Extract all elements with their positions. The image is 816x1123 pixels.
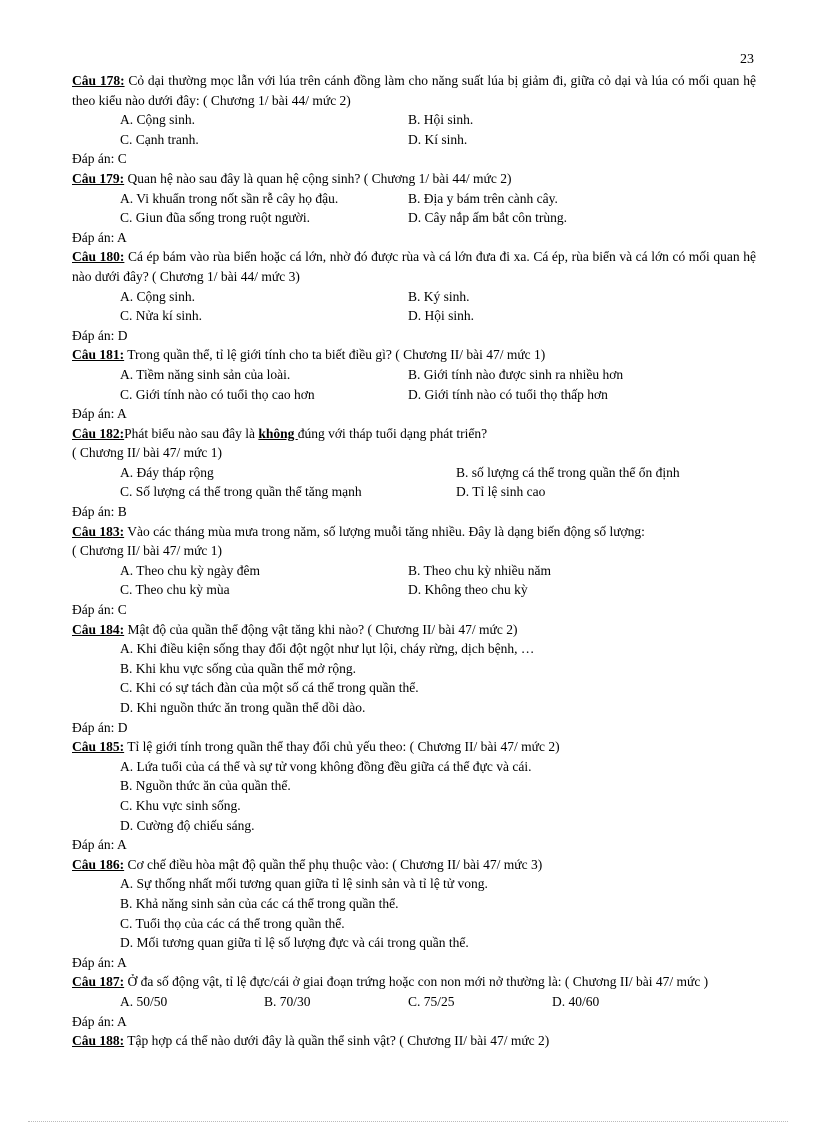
question-label: Câu 180: (72, 249, 125, 265)
question-list (72, 71, 756, 1051)
option-b: B. Khả năng sinh sản của các cá thể trong quần thể. (120, 895, 399, 911)
question-label: Câu 185: (72, 739, 125, 755)
question-181 (72, 345, 756, 365)
option-a: A. Cộng sinh. (120, 288, 196, 304)
answer-line (72, 953, 756, 973)
answer-value: A (117, 229, 127, 245)
option-d: D. Cây nắp ấm bắt côn trùng. (408, 210, 567, 226)
option-c: C. Giun đũa sống trong ruột người. (120, 210, 310, 226)
option-c: C. Giới tính nào có tuổi thọ cao hơn (120, 386, 315, 402)
option-d: D. Giới tính nào có tuổi thọ thấp hơn (408, 386, 608, 402)
option-c: C. Theo chu kỳ mùa (120, 582, 230, 598)
emphasis-text: không (258, 425, 298, 441)
question-label: Câu 179: (72, 170, 125, 186)
answer-value: A (117, 406, 127, 422)
answer-line (72, 835, 756, 855)
answer-value: C (117, 602, 127, 618)
answer-prefix: Đáp án: (72, 504, 118, 520)
option-a: A. Sự thống nhất mối tương quan giữa tỉ lệ sinh sản và tỉ lệ tử vong. (120, 876, 488, 892)
question-text: Mật độ của quần thể động vật tăng khi nào? ( Chương II/ bài 47/ mức 2) (124, 621, 518, 637)
question-182 (72, 424, 756, 444)
question-178 (72, 71, 756, 110)
question-label: Câu 186: (72, 856, 125, 872)
question-179 (72, 169, 756, 189)
option-b: B. Ký sinh. (408, 288, 470, 304)
question-label: Câu 187: (72, 974, 125, 990)
answer-prefix: Đáp án: (72, 602, 118, 618)
option-a: A. Khi điều kiện sống thay đổi đột ngột như lụt lội, cháy rừng, dịch bệnh, … (120, 641, 535, 657)
question-180 (72, 247, 756, 286)
option-b: B. Khi khu vực sống của quần thể mở rộng. (120, 660, 357, 676)
question-text: Cỏ dại thường mọc lẫn với lúa trên cánh đồng làm cho năng suất lúa bị giảm đi, giữa cỏ dại và lúa có mối quan hệ theo kiểu nào dưới đây: ( Chương 1/ bài 44/ mức 2) (72, 73, 756, 108)
option-d: D. Khi nguồn thức ăn trong quần thể dồi dào. (120, 700, 366, 715)
option-d: D. Tỉ lệ sinh cao (456, 484, 546, 500)
option-b: B. Hội sinh. (408, 112, 474, 128)
answer-value: C (117, 151, 127, 167)
question-label: Câu 188: (72, 1033, 125, 1049)
answer-value: B (117, 504, 127, 520)
answer-value: D (117, 719, 128, 735)
option-b: B. 70/30 (264, 993, 311, 1009)
options-row (72, 561, 756, 581)
options-row (72, 208, 756, 228)
answer-line (72, 228, 756, 248)
question-188 (72, 1031, 756, 1051)
question-text: Cơ chế điều hòa mật độ quần thể phụ thuộc vào: ( Chương II/ bài 47/ mức 3) (124, 856, 543, 872)
question-text: Ở đa số động vật, tỉ lệ đực/cái ở giai đoạn trứng hoặc con non mới nở thường là: ( Chương II/ bài 47/ mức ) (124, 974, 709, 990)
question-text: Cá ép bám vào rùa biển hoặc cá lớn, nhờ đó được rùa và cá lớn đưa đi xa. Cá ép, rùa biển và cá lớn có mối quan hệ nào dưới đây? ( Chương 1/ bài 44/ mức 3) (72, 249, 756, 284)
answer-prefix: Đáp án: (72, 406, 117, 422)
options-row (72, 130, 756, 150)
options-row (72, 365, 756, 385)
options-row (72, 385, 756, 405)
option-a: A. Theo chu kỳ ngày đêm (120, 562, 260, 578)
options-row (72, 482, 756, 502)
option-d: D. Kí sinh. (408, 131, 468, 147)
option-b: B. Nguồn thức ăn của quần thể. (120, 778, 291, 794)
answer-prefix: Đáp án: (72, 229, 117, 245)
option-b: B. Địa y bám trên cành cây. (408, 190, 558, 206)
answer-prefix: Đáp án: (72, 151, 118, 167)
answer-value: A (117, 837, 127, 853)
answer-line (72, 149, 756, 169)
options-row (72, 580, 756, 600)
answer-line (72, 600, 756, 620)
answer-line (72, 1012, 756, 1032)
question-text: Trong quần thể, tỉ lệ giới tính cho ta biết điều gì? ( Chương II/ bài 47/ mức 1) (124, 347, 546, 363)
answer-line (72, 718, 756, 738)
options-row (72, 110, 756, 130)
option-c: C. Nửa kí sinh. (120, 308, 202, 324)
answer-prefix: Đáp án: (72, 837, 117, 853)
answer-value: A (117, 1013, 127, 1029)
question-label: Câu 183: (72, 523, 125, 539)
option-d: D. Không theo chu kỳ (408, 582, 528, 598)
page-bottom-rule (28, 1121, 788, 1122)
question-187 (72, 972, 756, 992)
answer-value: A (117, 954, 127, 970)
option-d: D. Cường độ chiếu sáng. (120, 817, 255, 833)
option-b: B. Theo chu kỳ nhiều năm (408, 562, 551, 578)
question-text: Vào các tháng mùa mưa trong năm, số lượng muỗi tăng nhiều. Đây là dạng biến động số lượng: (124, 523, 645, 539)
options-row (72, 189, 756, 209)
question-text-end: đúng với tháp tuổi dạng phát triển? (297, 425, 488, 441)
question-text: Quan hệ nào sau đây là quan hệ cộng sinh? ( Chương 1/ bài 44/ mức 2) (124, 170, 512, 186)
answer-value: D (117, 327, 128, 343)
answer-prefix: Đáp án: (72, 719, 118, 735)
option-d: D. Hội sinh. (408, 308, 475, 324)
option-b: B. Giới tính nào được sinh ra nhiều hơn (408, 366, 624, 382)
option-d: D. Mối tương quan giữa tỉ lệ số lượng đực và cái trong quần thể. (120, 935, 469, 951)
answer-prefix: Đáp án: (72, 1013, 117, 1029)
answer-line (72, 326, 756, 346)
option-c: C. Khi có sự tách đàn của một số cá thể trong quần thể. (120, 680, 419, 696)
answer-line (72, 502, 756, 522)
options-row (72, 287, 756, 307)
option-a: A. Tiềm năng sinh sản của loài. (120, 366, 291, 382)
option-b: B. số lượng cá thể trong quần thể ổn định (456, 464, 680, 480)
page-number: 23 (740, 52, 754, 67)
answer-prefix: Đáp án: (72, 954, 117, 970)
question-source: ( Chương II/ bài 47/ mức 1) (72, 543, 222, 559)
options-row (72, 463, 756, 483)
option-c: C. Tuổi thọ của các cá thể trong quần thể. (120, 915, 345, 931)
option-a: A. 50/50 (120, 993, 168, 1009)
option-a: A. Lứa tuổi của cá thể và sự tử vong không đồng đều giữa cá thể đực và cái. (120, 758, 532, 774)
question-text: Tập hợp cá thể nào dưới đây là quần thể sinh vật? ( Chương II/ bài 47/ mức 2) (124, 1033, 550, 1049)
question-186 (72, 855, 756, 875)
question-text: Tỉ lệ giới tính trong quần thể thay đổi chủ yếu theo: ( Chương II/ bài 47/ mức 2) (124, 739, 560, 755)
question-183 (72, 522, 756, 542)
option-c: C. Cạnh tranh. (120, 131, 199, 147)
question-label: Câu 184: (72, 621, 125, 637)
answer-prefix: Đáp án: (72, 327, 118, 343)
option-a: A. Đáy tháp rộng (120, 464, 214, 480)
option-d: D. 40/60 (552, 993, 600, 1009)
question-source: ( Chương II/ bài 47/ mức 1) (72, 445, 222, 461)
question-label: Câu 178: (72, 73, 125, 88)
option-c: C. Khu vực sinh sống. (120, 797, 241, 813)
question-185 (72, 737, 756, 757)
question-label: Câu 181: (72, 347, 125, 363)
option-a: A. Cộng sinh. (120, 112, 196, 128)
question-text: Phát biểu nào sau đây là (124, 425, 259, 441)
options-row (72, 992, 756, 1012)
option-a: A. Vi khuẩn trong nốt sần rễ cây họ đậu. (120, 190, 339, 206)
option-c: C. Số lượng cá thể trong quần thể tăng mạnh (120, 484, 362, 500)
question-184 (72, 620, 756, 640)
answer-line (72, 404, 756, 424)
question-label: Câu 182: (72, 425, 125, 441)
options-row (72, 306, 756, 326)
option-c: C. 75/25 (408, 993, 455, 1009)
